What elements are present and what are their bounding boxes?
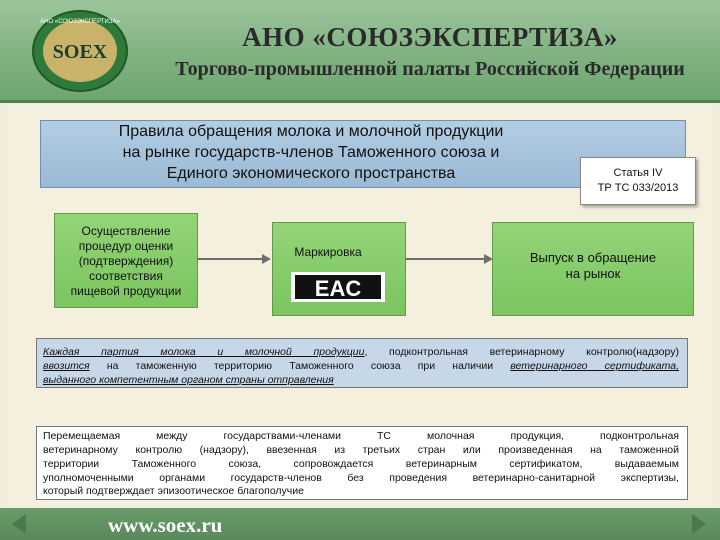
page-subtitle: Торгово-промышленной палаты Российской Федерации <box>175 58 685 80</box>
flow-arrow-1-head <box>262 254 271 264</box>
notice-1-line-2 <box>43 360 679 372</box>
notice-2-line: территории Таможенного союза, сопровождается ветеринарным сертификатом, выдаваемым <box>43 458 679 470</box>
website-link[interactable]: www.soex.ru <box>108 513 223 537</box>
arrow-right-icon[interactable] <box>692 514 706 534</box>
svg-text:АНО «СОЮЗЭКСПЕРТИЗА»: АНО «СОЮЗЭКСПЕРТИЗА» <box>40 19 120 25</box>
svg-text:EAC: EAC <box>314 276 362 301</box>
svg-text:SOEX: SOEX <box>52 41 108 63</box>
page-title: АНО «СОЮЗЭКСПЕРТИЗА» <box>242 22 618 52</box>
step-release-to-market <box>492 222 694 316</box>
veterinary-certificate-notice <box>36 338 688 388</box>
rules-line-2: на рынке государств-членов Таможенного союза и <box>122 144 500 161</box>
eac-mark-icon <box>291 272 385 302</box>
step-1-line: соответствия <box>89 269 163 283</box>
notice-2-line: который подтверждает эпизоотическое благополучие <box>43 485 304 497</box>
step-conformity-assessment <box>54 213 198 308</box>
step-marking-label: Маркировка <box>294 245 362 259</box>
notice-2-line: уполномоченными органами государств-членов без проведения ветеринарно-санитарной экспертизы, <box>43 472 679 484</box>
article-number: Статья IV <box>613 167 663 179</box>
notice-1-emphasis: ввозится <box>43 360 90 372</box>
regulation-code: ТР ТС 033/2013 <box>597 182 679 194</box>
step-3-line: Выпуск в обращение <box>529 250 657 265</box>
step-3-line: на рынок <box>565 266 621 281</box>
notice-1-emphasis: ветеринарного сертификата, <box>510 360 679 372</box>
notice-1-line-3 <box>43 374 679 386</box>
soex-logo <box>30 8 130 94</box>
notice-1-line-1 <box>43 346 679 358</box>
arrow-left-icon[interactable] <box>12 514 26 534</box>
notice-1-text: , подконтрольная ветеринарному контролю(надзору) <box>364 346 679 358</box>
rules-line-3: Единого экономического пространства <box>166 165 456 182</box>
step-1-line: (подтверждения) <box>78 254 174 268</box>
notice-2-line: Перемещаемая между государствами-членами ТС молочная продукция, подконтрольная <box>43 430 679 442</box>
flow-arrow-2 <box>406 258 486 260</box>
step-1-line: Осуществление <box>81 224 171 238</box>
step-1-line: пищевой продукции <box>70 284 182 298</box>
article-reference-box <box>580 157 696 205</box>
step-1-line: процедур оценки <box>78 239 174 253</box>
notice-1-emphasis: выданного компетентным органом страны отправления <box>43 374 334 386</box>
notice-2-line: ветеринарному контролю (надзору), ввезенная из третьих стран или произведенная на таможенной <box>43 444 679 456</box>
rules-line-1: Правила обращения молока и молочной продукции <box>118 123 504 140</box>
notice-1-emphasis: Каждая партия молока и молочной продукции <box>43 346 365 358</box>
notice-1-text: на таможенную территорию Таможенного союза при наличии <box>89 360 511 372</box>
flow-arrow-1 <box>198 258 264 260</box>
footer <box>0 508 720 540</box>
intra-union-movement-notice <box>36 426 688 500</box>
header <box>0 0 720 103</box>
